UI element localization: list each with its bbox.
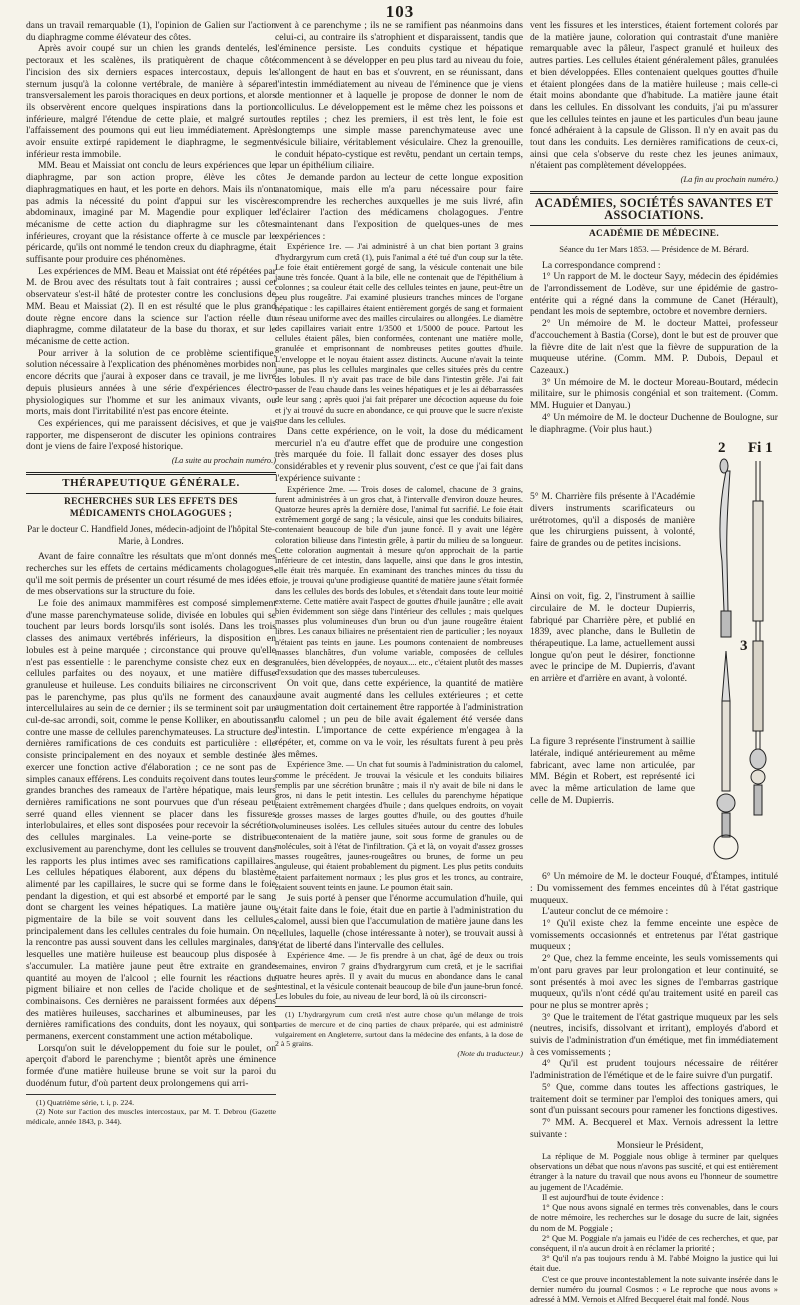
list-item: 2° Que M. Poggiale n'a jamais eu l'idée de ces recherches, et que, par conséquent, il n'a aucun droit à en réclamer la priorité ; [530,1233,778,1253]
footnotes [26,1094,276,1127]
list-item: 2° Que, chez la femme enceinte, les seuls vomissements qui m'ont paru graves par leur prolongation et leur continuité, se sont présentés à moi avec les signes de l'embarras gastrique muqueux, qu'ils n'ont cédé qu'au traitement usité en pareil cas pour ne plus se montrer après ; [530,953,778,1011]
list-item: 1° Que nous avons signalé en termes très convenables, dans le cours de notre mémoire, les recherches sur le dosage du sucre de lait, signées du nom de M. Poggiale ; [530,1203,778,1233]
experiment-3: Expérience 3me. — Un chat fut soumis à l'administration du calomel, comme le précédent. Je trouvai la vésicule et les conduits biliaires remplis par une sécrétion brunâtre ; mais il n'y avait de bile ni dans le gros, ni dans le petit intestin. Les cellules du parenchyme hépatique étaient extrêmement chargées d'huile ; dans quelques endroits, on voyait de grosses masses de larges gouttes d'huile, ou des gouttes d'huile volumineuses isolées. Les cellules situées autour du centre des lobules contenaient de la matière jaune, soit sous forme de granules ou de molécules, soit à l'état de l'infiltration. Çà et là, on voyait d'assez grosses masses rougeâtres, jaunes-rougeâtres ou brunes, de forme un peu anguleuse, qui étaient probablement du pigment. Les plus petits conduits étaient parfaitement normaux ; les plus gros et les troncs, au contraire, étaient souvent teints en jaune. Le poumon était sain. [275,760,523,892]
paragraph: MM. Beau et Maissiat ont conclu de leurs expériences que le diaphragme, par son action propre, élève les côtes diaphragmatiques en haut, et les porte en dehors. Mais ils n'ont pas admis la nécessité du point d'appui sur les viscères abdominaux, imaginé par M. Magendie pour expliquer le mécanisme de cette action du diaphragme sur les côtes inférieures, croyant que la résistance offerte à ce muscle par le péricarde, qu'ils ont nommé le tendon creux du diaphragme, était suffisante pour produire ces phénomènes. [26,160,276,266]
list-item: 3° Qu'il n'a pas toujours rendu à M. l'abbé Moigno la justice qui lui était due. [530,1254,778,1274]
list-item: 4° Qu'il est prudent toujours nécessaire de réitérer l'administration de l'émétique et de le faire suivre d'un purgatif. [530,1058,778,1082]
list-item: 3° Un mémoire de M. le docteur Moreau-Boutard, médecin militaire, sur le phimosis congénial et son traitement. (Comm. MM. Huguier et Danyau.) [530,376,778,412]
seance-line: Séance du 1er Mars 1853. — Présidence de M. Bérard. [559,243,749,254]
paragraph: C'est ce que prouve incontestablement la note suivante insérée dans le dernier numéro du journal Cosmos : « Le reproche que nous avons » adressé à MM. Vernois et Alfred Becquerel était mal fondé. Nous [530,1274,778,1304]
experiment-4: Expérience 4me. — Je fis prendre à un chat, âgé de deux ou trois semaines, environ 7 grains d'hydrargyrum cum cretâ, et je le sacrifiai quatre heures après. Il y avait du mucus en abondance dans le canal intestinal, et la vésicule contenait beaucoup de bile d'un jaune-brun foncé. Les lobules du foie, au niveau de leur bord, là où ils circonscri- [275,951,523,1002]
article-byline: Par le docteur C. Handfield Jones, médecin-adjoint de l'hôpital Ste-Marie, à Londres. [27,523,275,546]
instrument-fig3 [714,651,738,859]
instrument-fig2 [720,459,731,637]
section-title: ACADÉMIES, SOCIÉTÉS SAVANTES ET ASSOCIATIONS. [534,195,774,222]
academy-title: ACADÉMIE DE MÉDECINE. [588,229,719,240]
section-divider [26,472,276,475]
instrument-figure [530,441,778,871]
paragraph: Dans cette expérience, on le voit, la dose du médicament mercuriel n'a eu d'autre effet que de produire une congestion très marquée du foie. Il fallait donc essayer des doses plus considérables et y revenir plus souvent, c'est ce que j'ai fait dans l'expérience suivante : [275,426,523,484]
list-item: 1° Un rapport de M. le docteur Sayy, médecin des épidémies de l'arrondissement de Lodève, sur une épidémie de gastro-entérite qui a régné dans la commune de Canet (Hérault), pendant les mois de septembre, octobre et novembre derniers. [530,271,778,318]
figure-label: 2 [718,440,726,457]
paragraph: La réplique de M. Poggiale nous oblige à terminer par quelques observations un débat que nous n'avons pas suscité, et qui est entièrement étranger à la nature du travail que nous avons eu l'honneur de soumettre au jugement de l'Académie. [530,1152,778,1192]
figure-label: 3 [740,638,748,655]
paragraph: vent les fissures et les interstices, étaient fortement colorés par de la matière jaune, coloration qui contrastait d'une manière remarquable avec la pâleur, l'aspect granulé et huileux des autres parties. Les cellules étaient généralement pâles, granulées et bien développées. Elles contenaient quelques gouttes d'huile et étaient plongées dans de la matière huileuse ; mais celle-ci était moins abondante que d'habitude. La matière jaune était dans les cellules. En dissolvant les conduits, j'ai pu m'assurer que les cellules teintes en jaune et les particules d'un beau jaune foncé adhéraient à la capsule de Glisson. Il n'y en avait pas du tout dans les conduits. Les dernières ramifications de ceux-ci, ainsi que cela s'observe du reste chez les jeunes animaux, n'étaient pas complètement développées. [530,20,778,172]
article-title: RECHERCHES SUR LES EFFETS DES MÉDICAMENTS CHOLAGOGUES ; [64,497,238,520]
column-left [26,20,276,1126]
section-divider [530,191,778,194]
column-right [530,20,778,1304]
paragraph: 5° M. Charrière fils présente à l'Académie divers instruments scarificateurs ou urétrotomes, qu'il a disposés de manière que les chirurgiens puissent, à volonté, faire de grandes ou de petites incisions. [530,491,695,550]
footnote: (2) Note sur l'action des muscles intercostaux, par M. T. Debrou (Gazette médicale, année 1843, p. 344). [26,1107,276,1126]
paragraph: Il est aujourd'hui de toute évidence : [542,1192,664,1202]
paragraph: dans un travail remarquable (1), l'opinion de Galien sur l'action du diaphragme comme élévateur des côtes. [26,20,276,43]
list-item: 1° Qu'il existe chez la femme enceinte une espèce de vomissements occasionnés et entretenus par l'état gastrique muqueux ; [530,918,778,953]
divider [26,493,276,494]
paragraph: Les expériences de MM. Beau et Maissiat ont été répétées par M. de Brou avec des résultats tout à fait contraires ; aussi cet observateur s'est-il hâté de protester contre les conclusions de MM. Beau et Maissiat (2). Il en est résulté que le plus grand doute règne encore dans la science sur l'action réelle du diaphragme, comme dilatateur de la base du thorax, et sur le mécanisme de cette action. [26,265,276,347]
paragraph: Lorsqu'on suit le développement du foie sur le poulet, on aperçoit d'abord le parenchyme ; bientôt après une éminence formée d'une matière huileuse brune se voit sur la paroi du duodénum futur, d'où partent deux prolongemens qui arri- [26,1042,276,1089]
column-middle [275,20,523,1096]
paragraph: La figure 3 représente l'instrument à saillie latérale, indiqué antérieurement au même fabricant, avec lame non articulée, par MM. Bégin et Robert, est représenté ici avec la même articulation de lame que celle de M. Dupierris. [530,736,695,806]
section-title: THÉRAPEUTIQUE GÉNÉRALE. [62,476,240,489]
paragraph: Monsieur le Président, [616,1140,704,1152]
paragraph: Le foie des animaux mammifères est composé simplement d'une masse parenchymateuse solide, divisée en lobules qui se touchent par leurs bords lorsqu'ils sont isolés. Dans les trois classes des animaux vertébrés inférieurs, la disposition en lobules est à peine marquée ; circonstance qui prouve qu'elle n'est pas essentielle : le parenchyme consiste chez eux en des cellules parfaites ou des noyaux, et une matière diffuse granuleuse et huileuse. Les conduits biliaires ne circonscrivent pas le parenchyme, pas plus qu'ils ne forment des canaux intercellulaires au sein de ce dernier ; ils se terminent soit par un cul-de-sac arrondi, soit, comme le pense Kolliker, en aboutissant contre une masse de cellules parenchymateuses. La structure des dernières ramifications de ces conduits est particulière : elle consiste principalement en des noyaux et semble destinée à exercer une fonction active d'élaboration ; ce ne sont pas de simples canaux efférens. Les conduits reçoivent dans toutes leurs grandes branches des rameaux de l'artère hépatique, mais leurs dernières ramifications ne sont pourvues que d'un réseau peu serré quand elles viennent se placer dans les fissures interlobulaires, et elles sont disposées pour recevoir la sécrétion des cellules marginales. La veine-porte se distribue exclusivement au parenchyme, dont les cellules se trouvent dans les rapports les plus intimes avec ses ramifications capillaires. Les cellules hépatiques élaborent, aux dépens du blastème alimenté par les capillaires, le sucre qui se forme dans le foie pendant la digestion, et qui est absorbé et emporté par le sang dont se chargent les veines hépatiques. La matière jaune ou pigmentaire de la bile se voit souvent dans les cellules, principalement dans les cellules centrales du foie humain. On ne la rencontre pas aussi souvent dans les cellules marginales, dans lesquelles une matière huileuse est beaucoup plus disposée à s'accumuler. La matière jaune peut être extraite en grande quantité au moyen de l'alcool ; elle fournit les réactions du pigment biliaire et non celles de l'acide cholique et de ses combinaisons. Ces dernières ne paraissent formées aux dépens des matières huileuses, saccharines et albumineuses, par les dernières ramifications des conduits, dont les noyaux, qui sont permanens, exercent constamment une action métabolique. [26,598,276,1043]
paragraph: Après avoir coupé sur un chien les grands dentelés, les pectoraux et les scalènes, ils pratiquèrent de chaque côté l'incision des six derniers espaces intercostaux, depuis le sternum jusqu'à la colonne vertébrale, de manière à séparer transversalement les parois thoraciques en deux portions, et alors ils observèrent encore quelques inspirations dans la portion inférieure, malgré l'étendue de cette plaie, et malgré surtout l'affaissement des poumons qui eut lieu immédiatement. Après avoir ensuite extirpé rapidement le diaphragme, le segment inférieur resta immobile. [26,43,276,160]
continued-note: (La suite au prochain numéro.) [171,456,276,466]
footnote: (1) L'hydrargyrum cum cretâ n'est autre chose qu'un mélange de trois parties de mercure et de cinq parties de chaux préparée, qui est administré vulgairement en Angleterre, surtout dans la médecine des enfants, à la dose de 2 à 5 grains. [275,1010,523,1049]
paragraph: Je demande pardon au lecteur de cette longue exposition anatomique, mais elle m'a paru nécessaire pour faire comprendre les recherches auxquelles je me suis livré, afin d'éclairer l'action des médicamens cholagogues. J'entre maintenant dans l'exposition de quelques-unes de mes expériences : [275,172,523,242]
paragraph: Ces expériences, qui me paraissent décisives, et que je vais rapporter, me dispenseront de discuter les opinions contraires dont je viens de faire l'exposé historique. [26,417,276,453]
footnote-signature: (Note du traducteur.) [457,1048,523,1058]
paragraph: La correspondance comprend : [542,259,661,271]
list-item: 3° Que le traitement de l'état gastrique muqueux par les sels (neutres, incisifs, dissolvant et irritant), employés d'abord et suivis de l'administration d'un émétique, met fin immédiatement à ces vomissements ; [530,1011,778,1058]
list-item: 4° Un mémoire de M. le docteur Duchenne de Boulogne, sur le diaphragme. (Voir plus haut.) [530,411,778,435]
paragraph: L'auteur conclut de ce mémoire : [542,906,669,918]
experiment-2: Expérience 2me. — Trois doses de calomel, chacune de 3 grains, furent administrées à un gros chat, à l'intervalle d'environ douze heures. Quatorze heures après la dernière dose, l'animal fut sacrifié. Le foie était extrêmement gorgé de sang ; la vésicule, ainsi que les conduits biliaires, contenaient beaucoup de bile d'un jaune foncé. Il y avait une légère coloration bilieuse dans l'intestin grêle, à partir du milieu de sa longueur. Cette coloration augmentait à mesure qu'on approchait de la partie inférieure de cet intestin, dans laquelle, ainsi que dans le gros intestin, elle était très marquée. En examinant des tranches minces du tissu du foie, je trouvai qu'une prodigieuse quantité de matière jaune s'était formée dans les cellules des bords des lobules, et s'étendait dans toute leur moitié externe. Cette matière avait l'aspect de gouttes d'huile jaunâtre ; elle avait bien évidemment son siège dans l'intérieur des cellules ; mais quelques masses plus volumineuses d'un brun ou d'un jaune rougeâtre étaient libres. Les canaux biliaires ne présentaient rien de particulier ; les noyaux n'étaient pas teints en jaune. Les poumons contenaient de nombreuses masses blanchâtres, d'un volume variable, composées de cellules granulées, bien développées, de noyaux.... etc., c'étaient plutôt des masses d'exsudation que des masses tuberculeuses. [275,484,523,678]
experiment-1: Expérience 1re. — J'ai administré à un chat bien portant 3 grains d'hydrargyrum cum cretâ (1), puis l'animal a été tué d'un coup sur la tête. Le foie était entièrement gorgé de sang, la vésicule contenait une bile jaune très foncée. Quant à la bile, elle ne contenait que de l'épithélium à colonnes ; sa couleur était celle des cellules teintes en jaune, peut-être un peu plus rougeâtre. J'ai examiné plusieurs tranches minces de l'organe hépatique : les capillaires étaient entièrement gorgés de sang et formaient un réseau uniforme avec des mailles circulaires ou allongées. Le diamètre des capillaires variait entre 1/3500 et 1/5000 de pouce. Partout les cellules étaient pâles, bien conformées, contenant une matière molle, granulée et emprisonnant de nombreuses petites gouttes d'huile. L'enveloppe et le noyau étaient assez distincts. Aucune n'avait la teinte jaune, pas plus les cellules marginales que celles situées près du centre des lobules. Il n'y avait pas trace de bile dans l'intestin grêle. J'ai fait passer de l'eau chaude dans les veines hépatiques et je les ai débarrassées de leur sang ; après quoi j'ai fait préparer une décoction aqueuse du foie et j'y ai trouvé du sucre en abondance, ce qui prouve que le sucre n'existe que dans les cellules. [275,242,523,425]
paragraph: Pour arriver à la solution de ce problème scientifique, solution nécessaire à l'explication des phénomènes morbides non encore décrits que j'aurai à exposer dans ce travail, je me livre depuis plusieurs années à une série d'expériences électro-physiologiques sur l'homme et sur les animaux vivants, ou morts, mais dont l'irritabilité n'est pas encore éteinte. [26,347,276,418]
footnotes [275,1006,523,1058]
footnote: (1) Quatrième série, t. i, p. 224. [36,1097,135,1107]
divider [530,225,778,226]
paragraph: Je suis porté à penser que l'énorme accumulation d'huile, qui s'était faite dans le foie, était due en partie à l'administration du calomel, aussi bien que l'accumulation de matière jaune dans les cellules, laquelle (chose intéressante à noter), se trouvait aussi à l'état de liberté dans l'intervalle des cellules. [275,892,523,951]
list-item: 2° Un mémoire de M. le docteur Mattei, professeur d'accouchement à Bastia (Corse), dont le but est de prouver que la fièvre dite de lait n'est que la fièvre de suppuration de la muqueuse utérine. (Comm. MM. P. Dubois, Depaul et Cazeaux.) [530,318,778,376]
paragraph: Ainsi on voit, fig. 2, l'instrument à saillie circulaire de M. le docteur Dupierris, fabriqué par Charrière père, et publié en 1839, avec planche, dans le Bulletin de thérapeutique. La lame, actuellement aussi longue qu'on peut le désirer, fonctionne avec le principe de M. Dupierris, d'avant en arrière et d'arrière en avant, à volonté. [530,591,695,685]
list-item: 6° Un mémoire de M. le docteur Fouqué, d'Étampes, intitulé : Du vomissement des femmes enceintes dû à l'état gastrique muqueux. [530,871,778,906]
page-number: 103 [385,2,415,21]
continued-note: (La fin au prochain numéro.) [680,175,778,185]
paragraph: Avant de faire connaître les résultats que m'ont donnés mes recherches sur les effets de certains médicaments cholagogues, qu'il me soit permis de présenter un court résumé de mes idées et de mes observations sur la structure du foie. [26,551,276,598]
paragraph: vent à ce parenchyme ; ils ne se ramifient pas néanmoins dans celui-ci, au contraire ils s'atrophient et disparaissent, tandis que l'éminence persiste. Les conduits cystique et hépatique commencent à se développer en peu plus tard au niveau du foie, s'allongent de haut en bas et s'ouvrent, en se réunissant, dans l'intestin immédiatement au niveau de l'éminence que je viens de mentionner et à laquelle je propose de donner le nom de colliculus. Le développement est le même chez les poissons et les reptiles ; chez les premiers, il est très lent, le foie est longtemps une simple masse parenchymateuse avec une vésicule biliaire, véritablement vésiculaire. Chez la grenouille, le conduit hépato-cystique est revêtu, pendant un certain temps, par un épithélium ciliaire. [275,20,523,172]
paragraph: On voit que, dans cette expérience, la quantité de matière jaune avait augmenté dans les cellules extérieures ; et cette augmentation doit certainement être rapportée à l'administration du calomel ; un peu de bile avait également été versée dans l'intestin. L'importance de cette expérience m'engagea à la répéter, et, comme on va le voir, les résultats furent à peu près les mêmes. [275,678,523,760]
instrument-fig1 [750,461,766,815]
figure-label: Fi 1 [748,440,773,457]
list-item: 5° Que, comme dans toutes les affections gastriques, le traitement doit se terminer par l'emploi des toniques amers, qui sont d'un puissant secours pour ramener les fonctions digestives. [530,1081,778,1117]
list-item: 7° MM. A. Becquerel et Max. Vernois adressent la lettre suivante : [530,1116,778,1140]
